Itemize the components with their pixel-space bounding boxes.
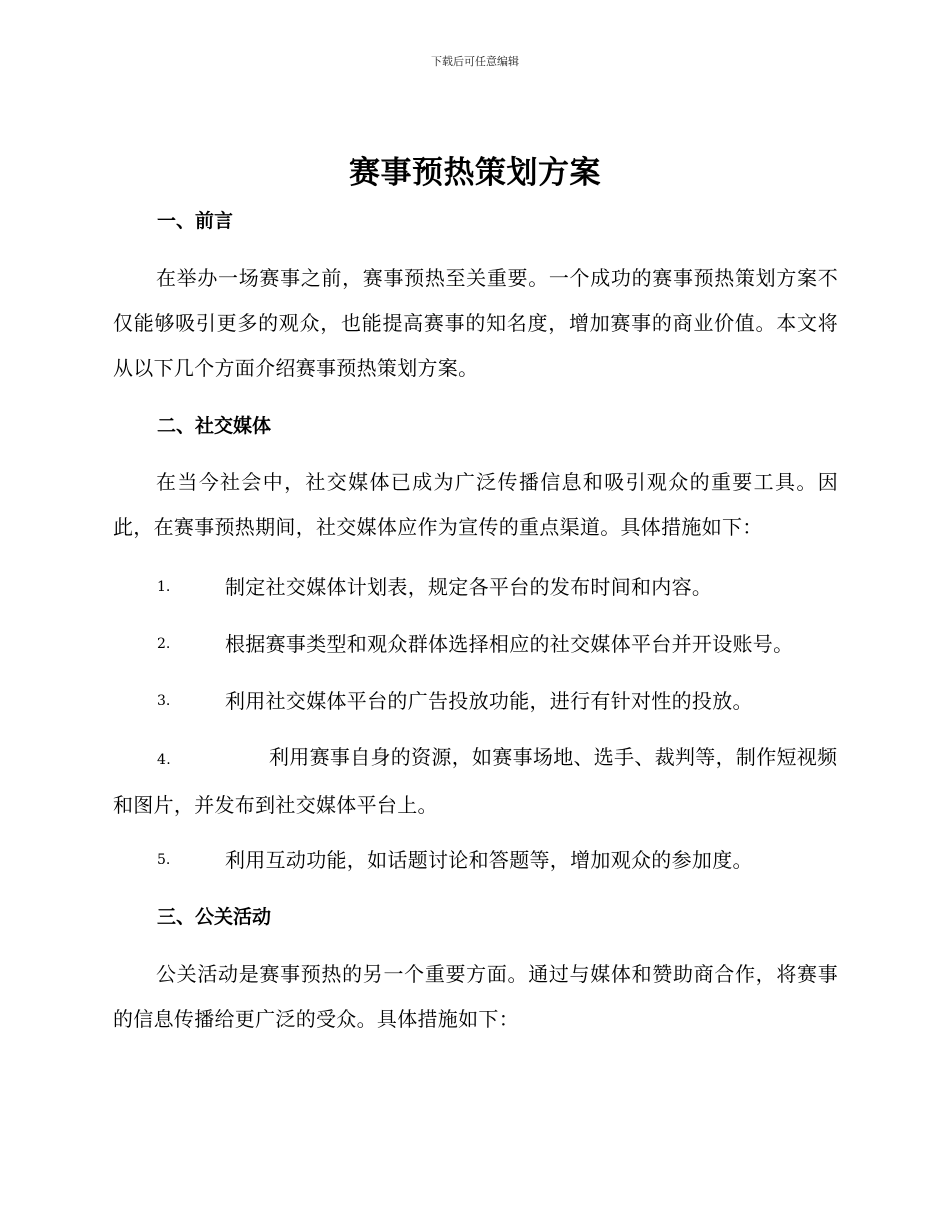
section-paragraph-public-relations: 公关活动是赛事预热的另一个重要方面。通过与媒体和赞助商合作，将赛事的信息传播给更广泛的受众。具体措施如下： xyxy=(113,962,838,1031)
list-item-number: 1. xyxy=(157,579,171,595)
section-heading-social-media: 二、社交媒体 xyxy=(157,415,272,437)
list-item-text: 根据赛事类型和观众群体选择相应的社交媒体平台并开设账号。 xyxy=(225,632,794,656)
list-item-number: 5. xyxy=(157,852,171,868)
section-paragraph-preface: 在举办一场赛事之前，赛事预热至关重要。一个成功的赛事预热策划方案不仅能够吸引更多的观众，也能提高赛事的知名度，增加赛事的商业价值。本文将从以下几个方面介绍赛事预热策划方案。 xyxy=(113,266,838,380)
list-item-text: 利用社交媒体平台的广告投放功能，进行有针对性的投放。 xyxy=(225,689,753,713)
list-item-number: 2. xyxy=(157,636,171,652)
list-item-text: 利用赛事自身的资源，如赛事场地、选手、裁判等，制作短视频和图片，并发布到社交媒体平台上。 xyxy=(113,745,838,817)
list-item-wrapped xyxy=(113,735,838,828)
list-item-number: 4. xyxy=(157,752,171,768)
section-heading-preface: 一、前言 xyxy=(157,210,234,232)
list-item-number: 3. xyxy=(157,693,171,709)
document-title: 赛事预热策划方案 xyxy=(349,155,601,191)
header-note: 下载后可任意编辑 xyxy=(431,55,519,68)
section-heading-public-relations: 三、公关活动 xyxy=(157,906,272,928)
section-paragraph-social-media: 在当今社会中，社交媒体已成为广泛传播信息和吸引观众的重要工具。因此，在赛事预热期间，社交媒体应作为宣传的重点渠道。具体措施如下： xyxy=(113,470,838,539)
list-item-text: 利用互动功能，如话题讨论和答题等，增加观众的参加度。 xyxy=(225,848,753,872)
list-item-text: 制定社交媒体计划表，规定各平台的发布时间和内容。 xyxy=(225,575,713,599)
